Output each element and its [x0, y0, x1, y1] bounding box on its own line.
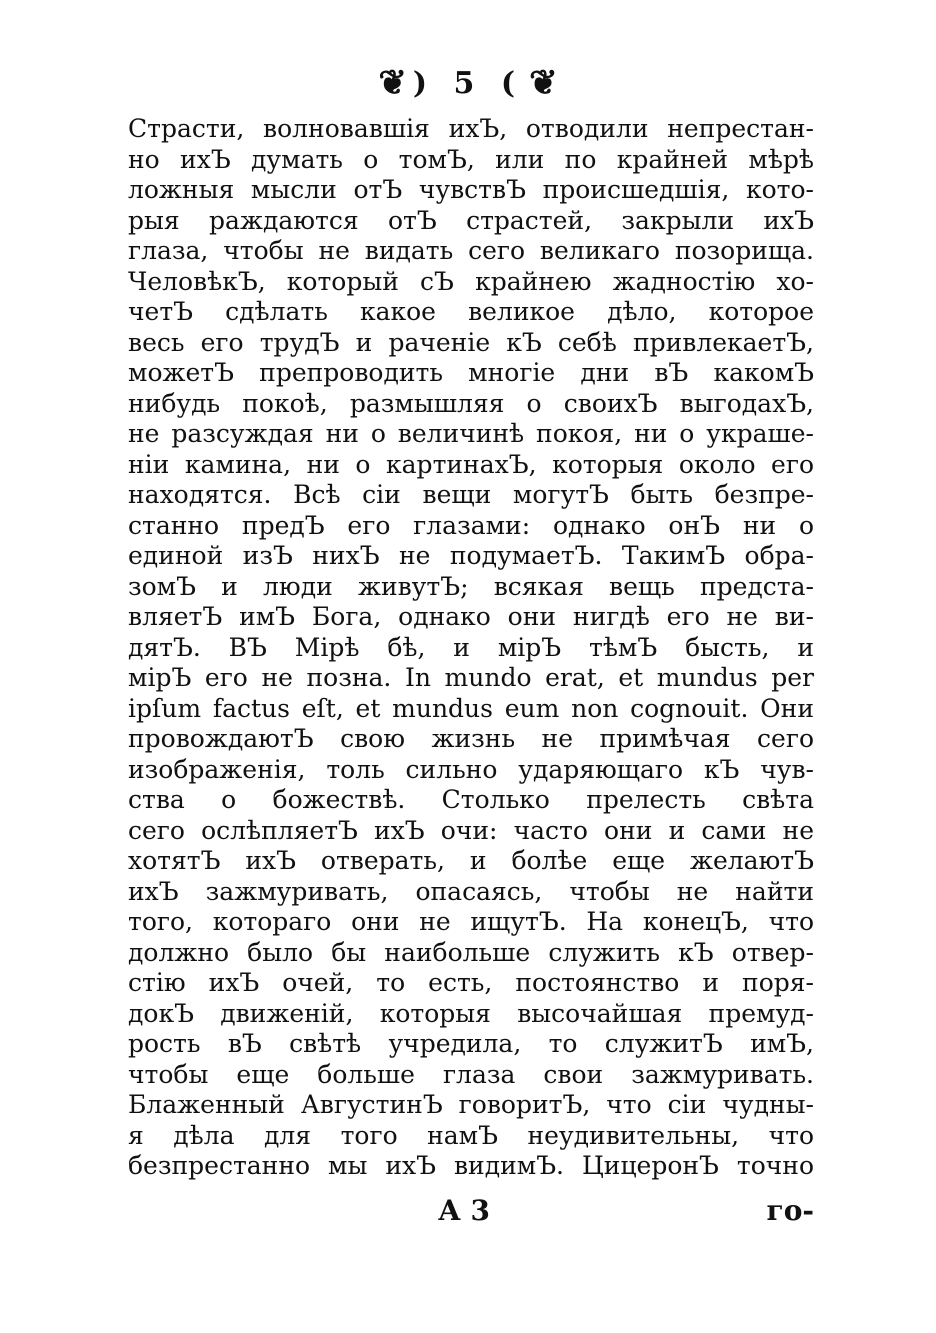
- page-body-text: [128, 114, 814, 1182]
- text-line: дятЪ. ВЪ Мірѣ бѣ, и мірЪ тѣмЪ бысть, и: [128, 632, 814, 662]
- text-line: ложныя мысли отЪ чувствЪ происшедшія, кото-: [128, 175, 814, 204]
- text-line: ства о божествѣ. Столько прелесть свѣта: [128, 785, 814, 814]
- text-line: я дѣла для того намЪ неудивительны, что: [128, 1120, 814, 1150]
- text-line: изображенія, толь сильно ударяющаго кЪ чув-: [128, 754, 814, 784]
- page-footer: [128, 1194, 814, 1234]
- text-line: ЧеловѣкЪ, который сЪ крайнею жадностію хо-: [128, 266, 814, 296]
- text-line: весь его трудЪ и раченіе кЪ себѣ привлекаетЪ,: [128, 327, 814, 357]
- text-line: станно предЪ его глазами: однако онЪ ни о: [128, 510, 814, 540]
- text-line: провождаютЪ свою жизнь не примѣчая сего: [128, 724, 814, 753]
- text-line: сего ослѣпляетЪ ихЪ очи: часто они и сами не: [128, 815, 814, 845]
- text-line: единой изЪ нихЪ не подумаетЪ. ТакимЪ обра-: [128, 541, 814, 570]
- text-line: Страсти, волновавшія ихЪ, отводили непрестан-: [128, 114, 814, 143]
- text-line: рость вЪ свѣтѣ учредила, то служитЪ имЪ,: [128, 1029, 814, 1058]
- page-number: ) 5 (: [412, 65, 524, 101]
- text-line: но ихЪ думать о томЪ, или по крайней мѣрѣ: [128, 144, 814, 174]
- text-line: докЪ движеній, которыя высочайшая премуд-: [128, 998, 814, 1028]
- text-line: ніи камина, ни о картинахЪ, которыя около его: [128, 449, 814, 479]
- text-line: не разсуждая ни о величинѣ покоя, ни о украше-: [128, 419, 814, 448]
- text-line: того, котораго они не ищутЪ. На конецЪ, что: [128, 907, 814, 936]
- signature-mark: А 3: [438, 1194, 491, 1227]
- text-line: четЪ сдѣлать какое великое дѣло, которое: [128, 297, 814, 326]
- text-line: чтобы еще больше глаза свои зажмуривать.: [128, 1059, 814, 1089]
- left-ornament-icon: ❦: [378, 63, 407, 103]
- text-line: вляетЪ имЪ Бога, однако они нигдѣ его не ви-: [128, 602, 814, 631]
- text-line: хотятЪ ихЪ отверать, и болѣе еще желаютЪ: [128, 846, 814, 875]
- text-line: зомЪ и люди живутЪ; всякая вещь предста-: [128, 571, 814, 601]
- text-line: рыя раждаются отЪ страстей, закрыли ихЪ: [128, 205, 814, 235]
- text-line: ихЪ зажмуривать, опасаясь, чтобы не найти: [128, 876, 814, 906]
- text-line: стію ихЪ очей, то есть, постоянство и поря-: [128, 968, 814, 997]
- catchword: го-: [766, 1194, 814, 1227]
- right-ornament-icon: ❦: [529, 63, 558, 103]
- text-line: мірЪ его не позна. In mundo erat, et mundus per: [128, 663, 814, 692]
- text-line: глаза, чтобы не видать сего великаго позорища.: [128, 236, 814, 265]
- text-line: находятся. Всѣ сіи вещи могутЪ быть безпре-: [128, 480, 814, 509]
- text-line: безпрестанно мы ихЪ видимЪ. ЦицеронЪ точно: [128, 1151, 814, 1180]
- running-header: [0, 58, 936, 108]
- text-line: ipſum factus eſt, et mundus eum non cognouit. Они: [128, 693, 814, 723]
- text-line: можетЪ препроводить многіе дни вЪ какомЪ: [128, 358, 814, 387]
- text-line: должно было бы наибольше служить кЪ отвер-: [128, 937, 814, 967]
- text-line: нибудь покоѣ, размышляя о своихЪ выгодахЪ,: [128, 388, 814, 418]
- text-line: Блаженный АвгустинЪ говоритЪ, что сіи чудны-: [128, 1090, 814, 1119]
